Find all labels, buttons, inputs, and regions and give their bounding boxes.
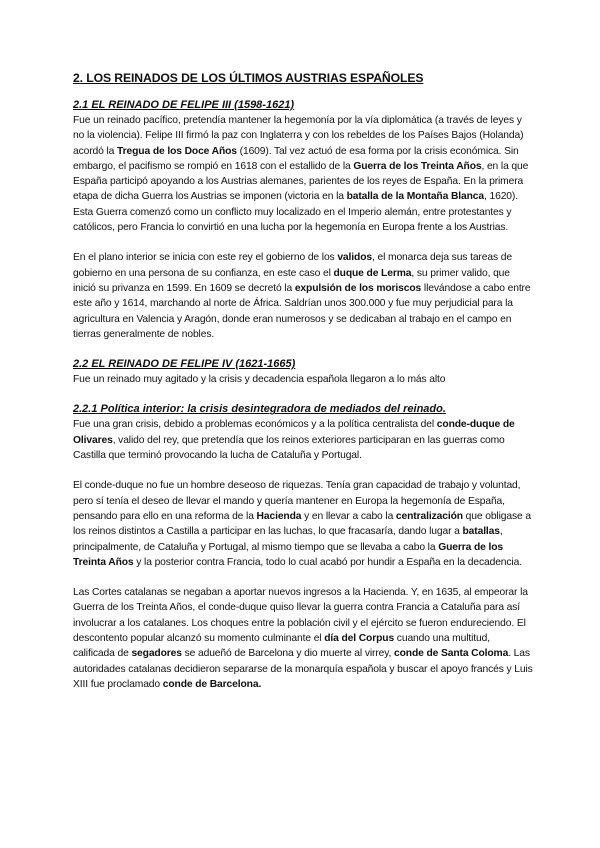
section-heading-felipe-iii: 2.1 EL REINADO DE FELIPE III (1598-1621) (73, 99, 295, 111)
bold-term: conde-duque de Olivares (73, 419, 515, 446)
bold-term: Hacienda (256, 510, 302, 522)
bold-term: Guerra de los Treinta Años (73, 541, 504, 568)
paragraph-felipe-iv-intro: Fue un reinado muy agitado y la crisis y decadencia española llegaron a lo más alto (73, 374, 446, 386)
bold-term: Guerra de los Treinta Años (353, 160, 482, 172)
bold-term: centralización (395, 510, 463, 522)
bold-term: batallas (462, 526, 500, 538)
bold-term: validos (337, 252, 372, 264)
bold-term: duque de Lerma (333, 267, 412, 279)
bold-term: expulsión de los moriscos (294, 282, 422, 294)
section-heading-politica-interior: 2.2.1 Política interior: la crisis desintegradora de mediados del reinado. (73, 403, 446, 416)
paragraph-felipe-iii-interior: En el plano interior se inicia con este rey el gobierno de los validos, el monarca deja sus tareas de gobierno en una persona de su confianza, en este caso el duque de Lerma, su primer valido, que inició su privanza en 1599. En 1609 se decretó la expulsión de los moriscos llevándose a cabo entre este año y 1614, marchando al norte de África. Saldrían unos 300.000 y fue muy perjudicial para la agricultura en Valencia y Aragón, donde eran numerosos y se dedicaban al trabajo en el campo en tierras generalmente de nobles. (73, 252, 531, 340)
bold-term: día del Corpus (324, 633, 395, 645)
paragraph-felipe-iii-foreign: Fue un reinado pacífico, pretendía mantener la hegemonía por la vía diplomática (a través de leyes y no la violencia). Felipe III firmó la paz con Inglaterra y con los rebeldes de los Países Bajos (Holanda) acordó la Tregua de los Doce Años (1609). Tal vez actuó de esa forma por la crisis económica. Sin embargo, el pacifismo se rompió en 1618 con el estallido de la Guerra de los Treinta Años, en la que España participó apoyando a los Austrias alemanes, parientes de los reyes de España. En la primera etapa de dicha Guerra los Austrias se imponen (victoria en la batalla de la Montaña Blanca, 1620). Esta Guerra comenzó como un conflicto muy localizado en el Imperio alemán, entre protestantes y católicos, pero Francia lo convirtió en una lucha por la hegemonía en Europa frente a los Austrias. (73, 115, 529, 234)
paragraph-conde-duque: El conde-duque no fue un hombre deseoso de riquezas. Tenía gran capacidad de trabajo y voluntad, pero sí tenía el deseo de llevar el mando y quería mantener en Europa la hegemonía de España, pensando para ello en una reforma de la Hacienda y en llevar a cabo la centralización que obligase a los reinos distintos a Castilla a participar en las luchas, lo que fracasaría, dando lugar a batallas, principalmente, de Cataluña y Portugal, al mismo tiempo que se llevaba a cabo la Guerra de los Treinta Años y la posterior contra Francia, todo lo cual acabó por hundir a España en la decadencia. (73, 480, 531, 568)
bold-term: Tregua de los Doce Años (117, 145, 237, 157)
paragraph-cortes-catalanas: Las Cortes catalanas se negaban a aportar nuevos ingresos a la Hacienda. Y, en 1635, al empeorar la Guerra de los Treinta Años, el conde-duque quiso llevar la guerra contra Francia a Cataluña para así involucrar a los catalanes. Los choques entre la población civil y el ejército se fueron endureciendo. El descontento popular alcanzó su momento culminante el día del Corpus cuando una multitud, calificada de segadores se adueñó de Barcelona y dio muerte al virrey, conde de Santa Coloma. Las autoridades catalanas decidieron separarse de la monarquía española y buscar el apoyo francés y Luis XIII fue proclamado conde de Barcelona. (73, 587, 533, 690)
section-heading-felipe-iv: 2.2 EL REINADO DE FELIPE IV (1621-1665) (73, 358, 296, 371)
paragraph-politica-crisis: Fue una gran crisis, debido a problemas económicos y a la política centralista del conde-duque de Olivares, valido del rey, que pretendía que los reinos exteriores participaran en las guerras como Castilla que terminó provocando la lucha de Cataluña y Portugal. (73, 419, 515, 462)
bold-term: segadores (131, 648, 182, 660)
bold-term: conde de Barcelona. (162, 678, 262, 690)
bold-term: conde de Santa Coloma (394, 648, 509, 660)
bold-term: batalla de la Montaña Blanca (346, 191, 484, 203)
document-content (73, 71, 533, 692)
document-title: 2. LOS REINADOS DE LOS ÚLTIMOS AUSTRIAS ESPAÑOLES (73, 71, 424, 85)
